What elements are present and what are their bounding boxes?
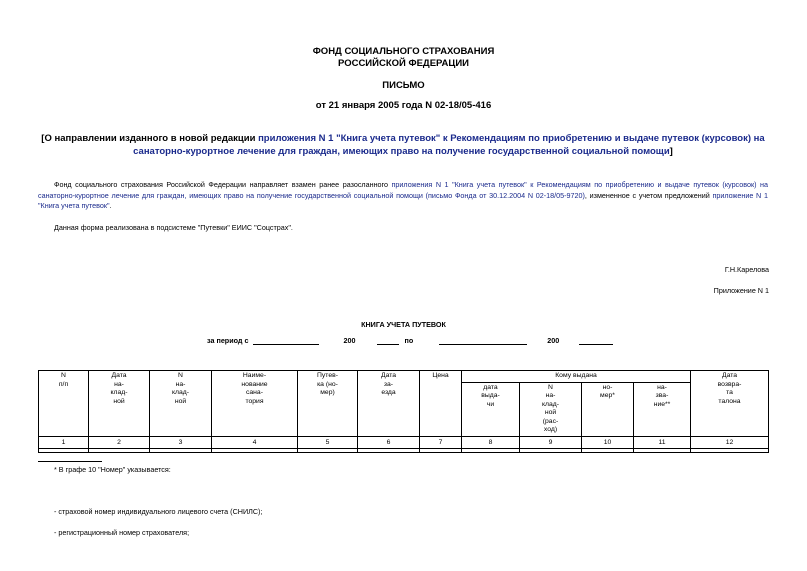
- document-type: ПИСЬМО: [382, 80, 425, 91]
- column-number: 9: [520, 436, 582, 449]
- column-number: 7: [420, 436, 462, 449]
- column-number: 8: [462, 436, 520, 449]
- header-invoice-number: N на- клад- ной: [150, 371, 212, 437]
- header-return-date: Дата возвра- та талона: [691, 371, 769, 437]
- p1-text1: Фонд социального страхования Российской Федерации направляет взамен ранее разосланного: [54, 180, 392, 189]
- column-number: 3: [150, 436, 212, 449]
- footnote-divider: [38, 461, 102, 462]
- header-number: но- мер*: [582, 382, 634, 436]
- header-sanatorium-name: Наиме- нование сана- тория: [212, 371, 298, 437]
- appendix-label: Приложение N 1: [713, 286, 769, 295]
- column-number: 6: [358, 436, 420, 449]
- org-name-line1: ФОНД СОЦИАЛЬНОГО СТРАХОВАНИЯ: [312, 46, 495, 57]
- header-invoice-date: Дата на- клад- ной: [89, 371, 150, 437]
- header-arrival-date: Дата за- езда: [358, 371, 420, 437]
- column-number: 2: [89, 436, 150, 449]
- document-subject: [38, 132, 768, 158]
- signature: Г.Н.Карелова: [724, 265, 769, 274]
- period-to-label: по: [404, 336, 414, 345]
- column-number: 11: [634, 436, 691, 449]
- header-title: на- зва- ние**: [634, 382, 691, 436]
- p1-text3: .: [109, 201, 112, 210]
- column-number: 5: [298, 436, 358, 449]
- period-line: [207, 336, 613, 345]
- column-number: 4: [212, 436, 298, 449]
- footnote-3: - регистрационный номер страхователя;: [54, 528, 190, 537]
- subject-close: ]: [669, 146, 673, 157]
- footnote-2: - страховой номер индивидуального лицевого счета (СНИЛС);: [54, 507, 263, 516]
- header-voucher-number: Путев- ка (но- мер): [298, 371, 358, 437]
- column-number: 10: [582, 436, 634, 449]
- book-title: КНИГА УЧЕТА ПУТЕВОК: [361, 320, 446, 329]
- subject-link[interactable]: приложения N 1 "Книга учета путевок" к Рекомендациям по приобретению и выдаче путевок (курсовок) на санаторно-курортное лечение для граждан, имеющих право на получение государственной социальной помощи: [133, 133, 765, 157]
- p1-text2: , измененное с учетом предложений: [584, 190, 713, 200]
- body-paragraph-1: [38, 180, 768, 212]
- header-row-number: N п/п: [39, 371, 89, 437]
- header-issue-date: дата выда- чи: [462, 382, 520, 436]
- body-paragraph-2: Данная форма реализована в подсистеме "Путевки" ЕИИС "Соцстрах".: [54, 223, 293, 232]
- table-row: [39, 449, 769, 453]
- voucher-book-table: [38, 370, 769, 453]
- header-price: Цена: [420, 371, 462, 437]
- period-from-label: за период с: [207, 336, 249, 345]
- header-expense-invoice-number: N на- клад- ной (рас- ход): [520, 382, 582, 436]
- period-year1-field: [377, 337, 399, 345]
- period-year2-field: [579, 337, 613, 345]
- p1-link-recommendations[interactable]: приложения N 1 "Книга учета путевок" к Рекомендациям по приобретению и выдаче путевок (курсовок) на санаторно-курортное лечение для граждан, имеющих право на получение государственной социальной помощи (письмо Фонда от 30.12.2004 N 02-18/05-9720): [38, 180, 768, 200]
- header-issued-to: Кому выдана: [462, 371, 691, 383]
- period-year2: 200: [547, 336, 560, 345]
- footnote-1: * В графе 10 "Номер" указывается:: [54, 465, 171, 474]
- column-number: 12: [691, 436, 769, 449]
- period-to-field: [439, 337, 527, 345]
- p1-link-appendix[interactable]: приложение N 1 "Книга учета путевок": [38, 190, 768, 210]
- period-from-field: [253, 337, 319, 345]
- subject-open: [О направлении изданного в новой редакции: [41, 133, 259, 144]
- column-number: 1: [39, 436, 89, 449]
- org-name-line2: РОССИЙСКОЙ ФЕДЕРАЦИИ: [337, 58, 469, 69]
- document-date: от 21 января 2005 года N 02-18/05-416: [315, 100, 492, 111]
- period-year1: 200: [343, 336, 356, 345]
